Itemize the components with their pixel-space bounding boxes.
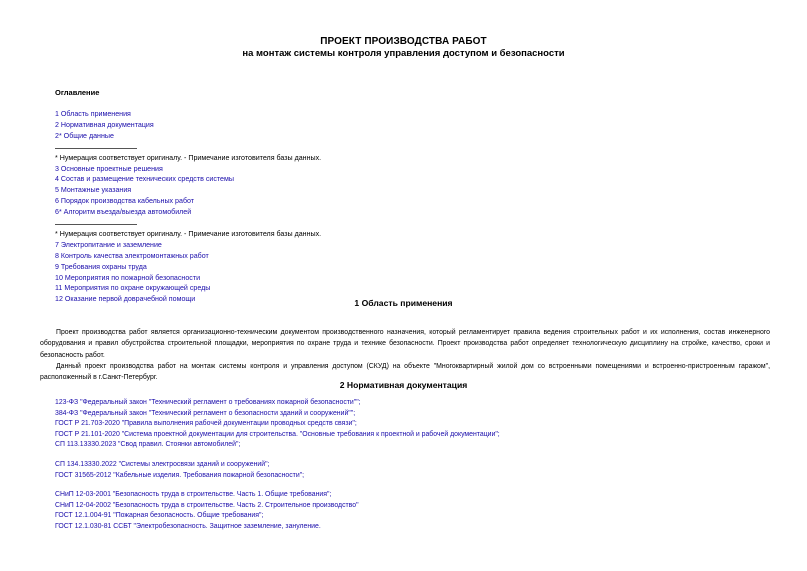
document-title: ПРОЕКТ ПРОИЗВОДСТВА РАБОТ: [320, 36, 487, 47]
document-subtitle: на монтаж системы контроля управления доступом и безопасности: [242, 48, 565, 59]
footnote-note: * Нумерация соответствует оригиналу. - Примечание изготовителя базы данных.: [55, 153, 322, 162]
table-of-contents: [55, 109, 321, 305]
toc-link[interactable]: 2* Общие данные: [55, 131, 114, 140]
toc-link[interactable]: 7 Электропитание и заземление: [55, 240, 162, 249]
toc-link[interactable]: 3 Основные проектные решения: [55, 164, 163, 173]
footnote-note: * Нумерация соответствует оригиналу. - Примечание изготовителя базы данных.: [55, 230, 322, 239]
paragraph: Данный проект производства работ на монтаж системы контроля и управления доступом (СКУД) на объекте "Многоквартирный жилой дом со встроенными помещениями и встроенно-пристроенным гаражом", расположенный в г.Санкт-Петербург.: [40, 363, 770, 382]
toc-link[interactable]: 9 Требования охраны труда: [55, 262, 147, 271]
normative-doc-link[interactable]: СНиП 12-03-2001 "Безопасность труда в строительстве. Часть 1. Общие требования";: [55, 491, 332, 499]
paragraph: Проект производства работ является организационно-техническим документом производственного назначения, который регламентирует правила ведения строительных работ и их исполнения, состав инженерного оборудования и правил обустройства строительной площадки, мероприятия по охране труда и технике безопасности. Проект производства работ определяет технологическую дисциплину на стройке, качество, сроки и безопасность работ.: [40, 329, 770, 359]
normative-doc-link[interactable]: ГОСТ 31565-2012 "Кабельные изделия. Требования пожарной безопасности";: [55, 471, 305, 479]
toc-link[interactable]: 1 Область применения: [55, 110, 131, 118]
normative-doc-link[interactable]: ГОСТ 12.1.030-81 ССБТ "Электробезопасность. Защитное заземление, зануление.: [55, 522, 321, 530]
normative-doc-link[interactable]: ГОСТ Р 21.703-2020 "Правила выполнения рабочей документации проводных средств связи";: [55, 420, 357, 428]
toc-link[interactable]: 6 Порядок производства кабельных работ: [55, 197, 195, 206]
toc-link[interactable]: 2 Нормативная документация: [55, 120, 154, 129]
section-heading: 2 Нормативная документация: [339, 380, 468, 390]
toc-link[interactable]: 12 Оказание первой доврачебной помощи: [55, 295, 196, 304]
section-heading: 1 Область применения: [354, 298, 453, 308]
normative-doc-link[interactable]: ГОСТ 12.1.004-91 "Пожарная безопасность. Общие требования";: [55, 512, 264, 520]
toc-heading: Оглавление: [55, 88, 100, 97]
toc-link[interactable]: 10 Мероприятия по пожарной безопасности: [55, 273, 201, 282]
toc-link[interactable]: 4 Состав и размещение технических средств системы: [55, 175, 234, 184]
normative-doc-link[interactable]: СНиП 12-04-2002 "Безопасность труда в строительстве. Часть 2. Строительное производство": [55, 501, 359, 509]
toc-link[interactable]: 11 Мероприятия по охране окружающей среды: [55, 284, 211, 293]
toc-link[interactable]: 5 Монтажные указания: [55, 186, 132, 195]
normative-doc-link[interactable]: 384-ФЗ "Федеральный закон "Технический регламент о безопасности зданий и сооружений"";: [55, 409, 356, 417]
normative-doc-link[interactable]: СП 113.13330.2023 "Свод правил. Стоянки автомобилей";: [55, 441, 241, 449]
normative-doc-link[interactable]: СП 134.13330.2022 "Системы электросвязи зданий и сооружений";: [55, 460, 270, 468]
normative-doc-link[interactable]: 123-ФЗ "Федеральный закон "Технический регламент о требованиях пожарной безопасности"";: [55, 399, 361, 406]
normative-docs-list: [55, 398, 500, 533]
toc-link[interactable]: 6* Алгоритм въезда/выезда автомобилей: [55, 208, 192, 217]
normative-doc-link[interactable]: ГОСТ Р 21.101-2020 "Система проектной документации для строительства. "Основные требования к проектной и рабочей документации";: [55, 430, 500, 438]
toc-link[interactable]: 8 Контроль качества электромонтажных работ: [55, 251, 209, 260]
